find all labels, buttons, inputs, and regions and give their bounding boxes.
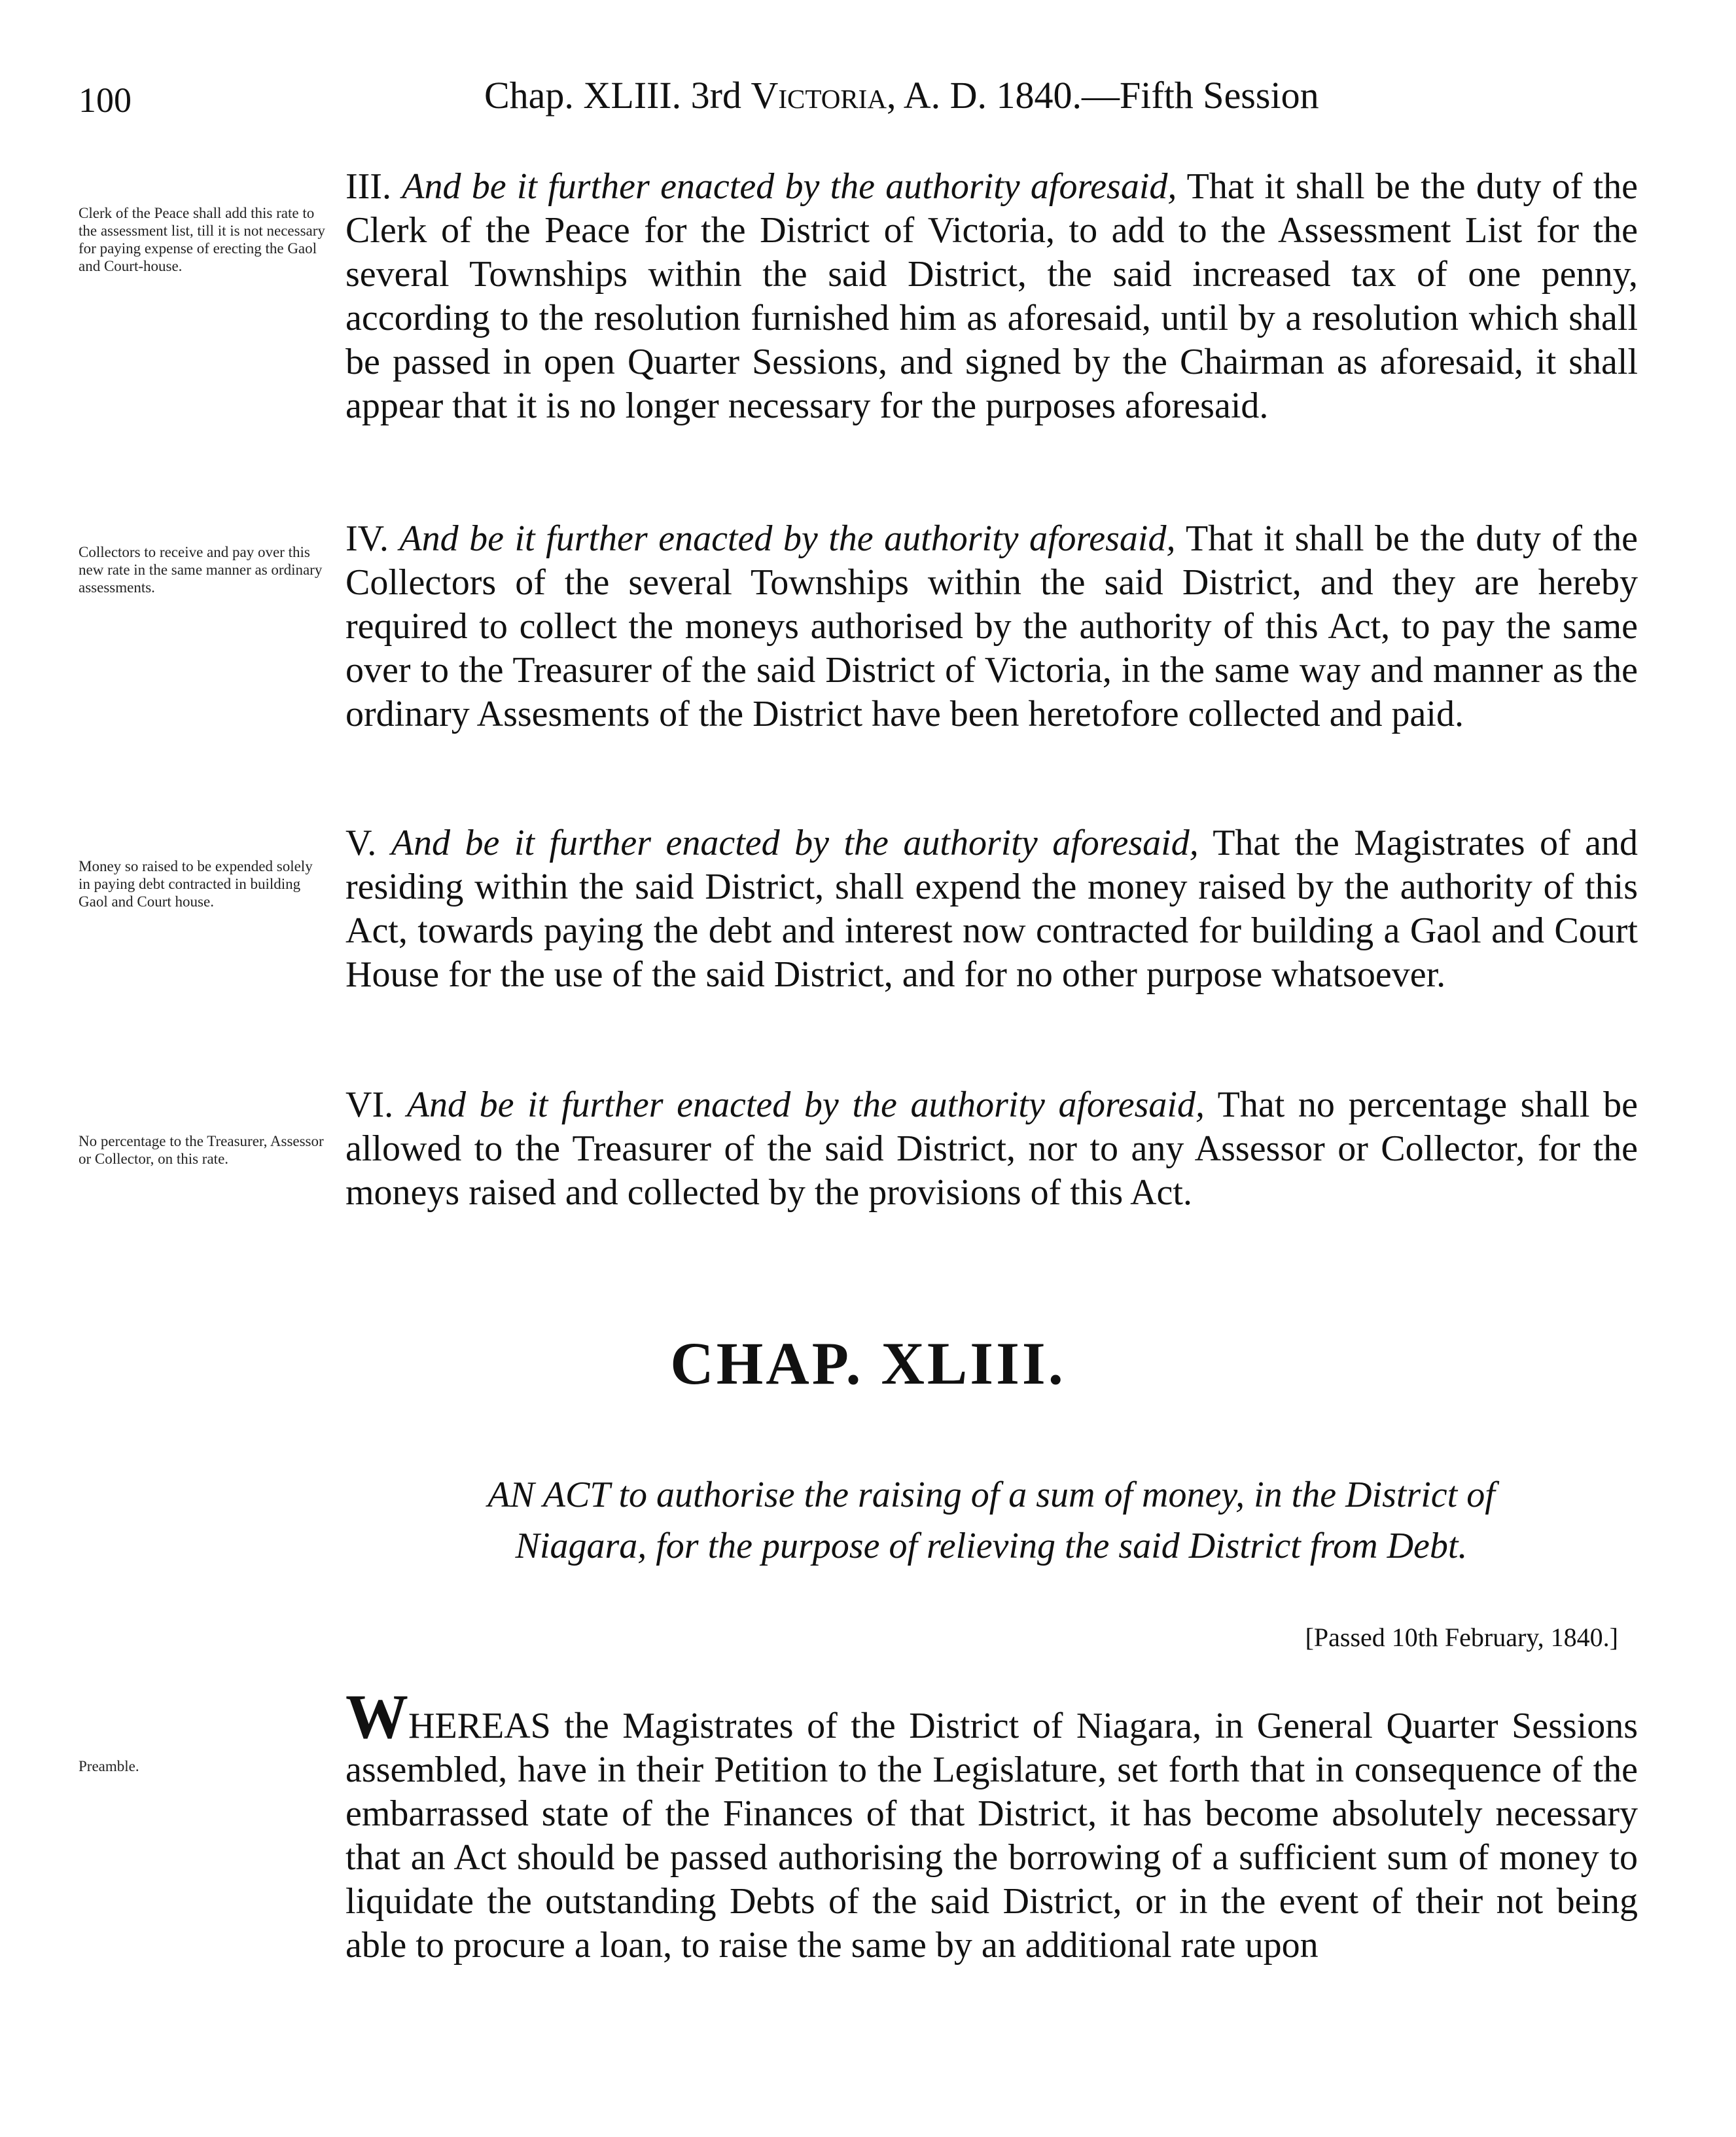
- section-enacting-clause: And be it further enacted by the authority aforesaid,: [402, 166, 1177, 207]
- chapter-title: CHAP. XLIII.: [670, 1330, 1066, 1397]
- page-number: 100: [79, 81, 132, 120]
- section-number: IV.: [345, 518, 389, 559]
- section-number: V.: [345, 823, 377, 863]
- running-head-reign: Victoria: [751, 74, 887, 117]
- section-text: That the Magistrates of and residing within the said District, shall expend the money raised by the authority of this Act, towards paying the debt and interest now contracted for building a Gaol and Court House for the use of the said District, and for no other purpose whatsoever.: [345, 823, 1639, 995]
- margin-note-section-6: No percentage to the Treasurer, Assessor or Collector, on this rate.: [79, 1133, 324, 1167]
- section-3: [345, 165, 1638, 428]
- section-enacting-clause: And be it further enacted by the authority aforesaid,: [391, 823, 1199, 863]
- running-head-rest: , A. D. 1840.—Fifth Session: [886, 74, 1319, 117]
- passed-date: [Passed 10th February, 1840.]: [1305, 1623, 1618, 1652]
- section-text: That it shall be the duty of the Collectors of the several Townships within the said District, and they are hereby required to collect the moneys authorised by the authority of this Act, to pay the same over to the Treasurer of the said District of Victoria, in the same way and manner as the ordinary Assesments of the District have been heretofore collected and paid.: [345, 518, 1639, 734]
- section-enacting-clause: And be it further enacted by the authority aforesaid,: [406, 1085, 1205, 1125]
- margin-note-section-5: Money so raised to be expended solely in paying debt contracted in building Gaol and Court house.: [79, 858, 313, 910]
- section-text: That it shall be the duty of the Clerk of the Peace for the District of Victoria, to add to the Assessment List for the several Townships within the said District, the said increased tax of one penny, according to the resolution furnished him as aforesaid, until by a resolution which shall be passed in open Quarter Sessions, and signed by the Chairman as aforesaid, it shall appear that it is no longer necessary for the purposes aforesaid.: [345, 166, 1638, 426]
- section-number: III.: [345, 166, 391, 207]
- section-5: [345, 821, 1638, 997]
- section-4: [345, 517, 1638, 736]
- running-head: [484, 73, 1319, 117]
- section-text: That no percentage shall be allowed to the Treasurer of the said District, nor to any Assessor or Collector, for the moneys raised and collected by the provisions of this Act.: [345, 1085, 1639, 1213]
- section-6: [345, 1083, 1638, 1215]
- act-title-line-1: AN ACT to authorise the raising of a sum of money, in the District of: [487, 1475, 1495, 1515]
- act-title: [340, 1469, 1642, 1571]
- running-head-chapter: Chap. XLIII. 3rd: [484, 74, 751, 117]
- drop-cap: W: [345, 1681, 408, 1751]
- preamble-text: HEREAS the Magistrates of the District of Niagara, in General Quarter Sessions assembled, have in their Petition to the Legislature, set forth that in consequence of the embarrassed state of the Finances of that District, it has become absolutely necessary that an Act should be passed authorising the borrowing of a sufficient sum of money to liquidate the outstanding Debts of the said District, or in the event of their not being able to procure a loan, to raise the same by an additional rate upon: [345, 1706, 1638, 1966]
- margin-note-section-4: Collectors to receive and pay over this new rate in the same manner as ordinary assessments.: [79, 544, 323, 596]
- margin-note-preamble: Preamble.: [79, 1758, 139, 1774]
- section-enacting-clause: And be it further enacted by the authority aforesaid,: [399, 518, 1176, 559]
- section-number: VI.: [345, 1085, 394, 1125]
- act-title-line-2: Niagara, for the purpose of relieving the said District from Debt.: [515, 1526, 1468, 1566]
- preamble: [345, 1681, 1638, 1967]
- margin-note-section-3: Clerk of the Peace shall add this rate to the assessment list, till it is not necessary for paying expense of erecting the Gaol and Court-house.: [79, 205, 325, 274]
